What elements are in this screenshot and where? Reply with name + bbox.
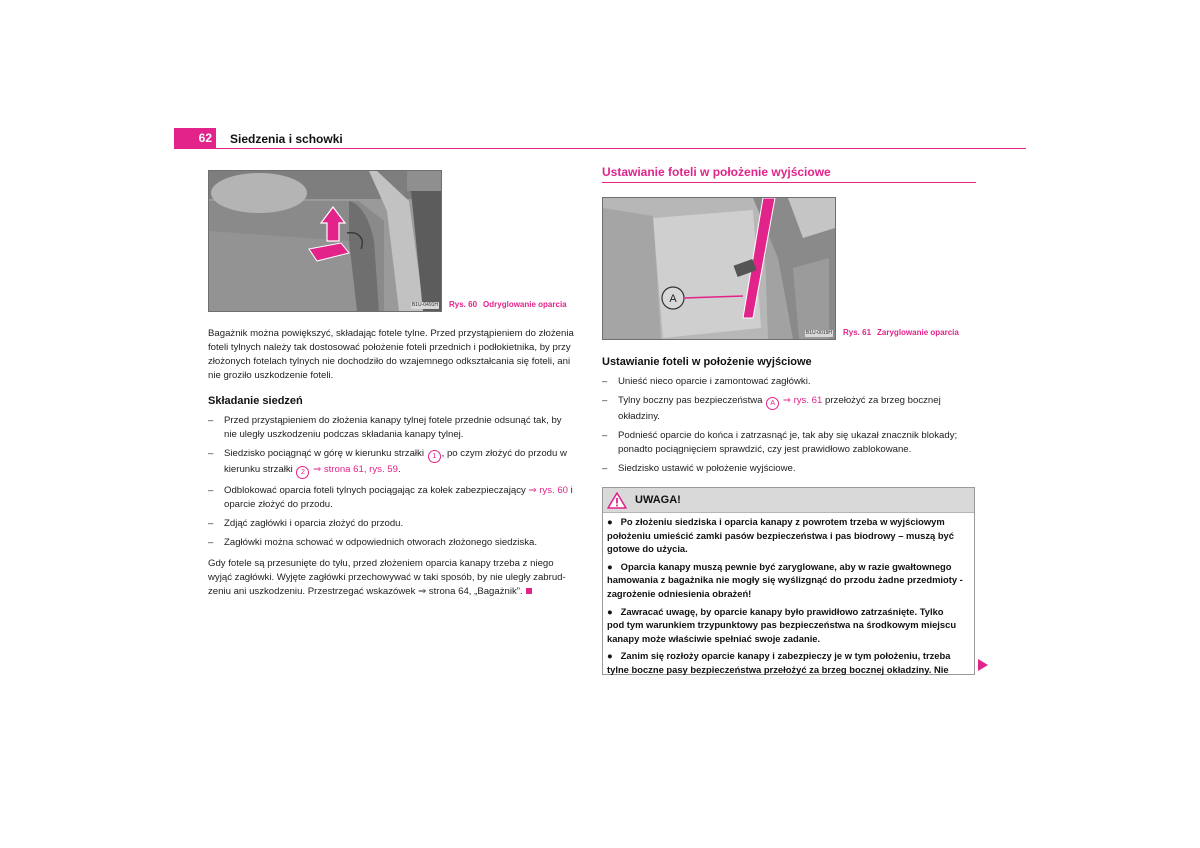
warning-box: [602, 487, 975, 675]
seat-illustration-61: [603, 198, 835, 339]
dash: –: [208, 518, 214, 529]
text: Odblokować oparcia foteli tylnych pociągając za kołek zabezpieczający: [224, 485, 526, 496]
text: pod tym warunkiem trzypunktowy pas bezpieczeństwa na środkowym miejscu: [607, 619, 957, 631]
text: gotowe do użycia.: [607, 543, 688, 555]
list-item: [602, 462, 978, 476]
text: położeniu umieścić zamki pasów bezpieczeństwa i pas biodrowy – muszą być: [607, 529, 954, 541]
reset-subheading: Ustawianie foteli w położenie wyjściowe: [602, 356, 812, 368]
text: .: [397, 464, 401, 475]
text: i: [568, 485, 573, 496]
caption-label: Rys. 61: [843, 328, 872, 337]
text: Oparcia kanapy muszą pewnie być zaryglowane, aby w razie gwałtownego: [620, 560, 952, 572]
dash: –: [208, 537, 214, 548]
dash: –: [602, 463, 608, 474]
svg-text:A: A: [669, 293, 677, 305]
marker-2: 2: [296, 466, 309, 479]
warning-item: [607, 560, 970, 601]
marker-a: A: [766, 397, 779, 410]
text: przełożyć za brzeg bocznej: [822, 395, 941, 406]
list-item: [208, 517, 584, 531]
section-end-icon: [526, 588, 532, 594]
list-item: [602, 429, 978, 457]
text-line: [224, 484, 584, 498]
text-line: [224, 447, 584, 463]
text-line: Przed przystąpieniem do złożenia kanapy tylnej fotele przednie odsunąć tak, by: [224, 415, 562, 426]
outro-paragraph: [208, 557, 584, 599]
text: hamowania z bagażnika nie mogły się wyślizgnąć do przodu żadne przedmioty -: [607, 574, 963, 586]
list-item: [208, 447, 584, 479]
page-number: 62: [174, 128, 216, 148]
list-item: [208, 536, 584, 550]
text: Zawracać uwagę, by oparcie kanapy było prawidłowo zatrzaśnięte. Tylko: [620, 605, 944, 617]
bullet: ●: [607, 650, 613, 662]
intro-paragraph: [208, 327, 584, 383]
marker-1: 1: [428, 450, 441, 463]
text: zagrożenie odniesienia obrażeń!: [607, 587, 752, 599]
dash: –: [602, 395, 608, 406]
dash: –: [208, 415, 214, 426]
figure-code: B1U-0491H: [411, 302, 438, 308]
warning-item: [607, 649, 970, 676]
figure-code: B1U-0019H: [805, 330, 832, 336]
text: Siedzisko pociągnąć w górę w kierunku strzałki: [224, 448, 424, 459]
bullet: ●: [607, 560, 613, 572]
text: tylne boczne pasy bezpieczeństwa przełożyć za brzeg bocznej okładziny. Nie: [607, 663, 949, 675]
bullet: ●: [607, 516, 613, 527]
list-item: [602, 375, 978, 389]
text: zeniu ani uszkodzeniu. Przestrzegać wskazówek ⇒ strona 64, „Bagażnik”.: [208, 586, 523, 597]
caption-text: Odryglowanie oparcia: [483, 300, 567, 309]
text-line: Podnieść oparcie do końca i zatrzasnąć je, tak aby się ukazał znacznik blokady;: [618, 430, 958, 441]
caption-label: Rys. 60: [449, 300, 478, 309]
folding-steps: [208, 414, 584, 555]
list-item: [208, 414, 584, 442]
text-line: wyjąć zagłówki. Wyjęte zagłówki przechowywać w taki sposób, by nie uległy zabrud-: [208, 572, 566, 583]
warning-item: [607, 515, 970, 556]
text-line: Gdy fotele są przesunięte do tyłu, przed złożeniem oparcia kanapy trzeba z niego: [208, 558, 554, 569]
text: Zanim się rozłoży oparcie kanapy i zabezpieczy je w tym położeniu, trzeba: [620, 650, 951, 662]
text-line: Siedzisko ustawić w położenie wyjściowe.: [618, 463, 796, 474]
dash: –: [208, 485, 214, 496]
text: kanapy może właściwie spełniać swoje zadanie.: [607, 632, 821, 644]
warning-triangle-icon: [607, 492, 627, 509]
dash: –: [208, 448, 214, 459]
figure-unlock-backrest: [208, 170, 442, 312]
list-item: [208, 484, 584, 512]
warning-header: [603, 488, 974, 513]
bullet: ●: [607, 605, 613, 617]
link-page-61[interactable]: ⇒ strona 61, rys. 59: [313, 464, 398, 475]
warning-title: UWAGA!: [635, 494, 681, 506]
text: Po złożeniu siedziska i oparcia kanapy z powrotem trzeba w wyjściowym: [620, 516, 945, 527]
text-line: foteli tylnych należy tak dostosować położenie foteli przednich i podłokietnika, by przy: [208, 342, 571, 353]
dash: –: [602, 376, 608, 387]
text: , po czym złożyć do przodu w: [441, 448, 567, 459]
folding-heading: Składanie siedzeń: [208, 395, 303, 407]
figure-lock-backrest: [602, 197, 836, 340]
chapter-title: Siedzenia i schowki: [230, 132, 343, 146]
text: Tylny boczny pas bezpieczeństwa: [618, 395, 763, 406]
figure-61-caption: [843, 328, 959, 337]
text-line: [224, 463, 584, 479]
text-line: Bagażnik można powiększyć, składając fotele tylne. Przed przystąpieniem do złożenia: [208, 328, 574, 339]
section-heading: Ustawianie foteli w położenie wyjściowe: [602, 165, 976, 183]
text-line: [208, 585, 584, 599]
dash: –: [602, 430, 608, 441]
text-line: [618, 394, 978, 410]
warning-item: [607, 605, 970, 646]
seat-illustration-60: [209, 171, 441, 311]
text-line: nie uległy uszkodzeniu podczas składania kanapy tylnej.: [224, 429, 464, 440]
header-rule: [174, 148, 1026, 149]
reset-steps: [602, 375, 978, 481]
text-line: okładziny.: [618, 411, 660, 422]
text-line: złożonych fotelach tylnych nie dochodziło do wzajemnego odkształcania się foteli, ani: [208, 356, 571, 367]
link-fig-60[interactable]: ⇒ rys. 60: [528, 485, 569, 496]
figure-60-caption: [449, 300, 567, 309]
link-fig-61[interactable]: ⇒ rys. 61: [782, 395, 823, 406]
continue-arrow-icon: [978, 659, 988, 671]
caption-text: Zaryglowanie oparcia: [877, 328, 959, 337]
text-line: Zdjąć zagłówki i oparcia złożyć do przodu.: [224, 518, 404, 529]
text-line: oparcie złożyć do przodu.: [224, 499, 333, 510]
warning-body: [603, 513, 974, 677]
text-line: Unieść nieco oparcie i zamontować zagłówki.: [618, 376, 811, 387]
list-item: [602, 394, 978, 424]
text-line: nie groziło uszkodzenie foteli.: [208, 370, 334, 381]
text-line: ponadto pociągnięciem sprawdzić, czy jest prawidłowo zablokowane.: [618, 444, 912, 455]
text: kierunku strzałki: [224, 464, 293, 475]
text-line: Zagłówki można schować w odpowiednich otworach złożonego siedziska.: [224, 537, 538, 548]
